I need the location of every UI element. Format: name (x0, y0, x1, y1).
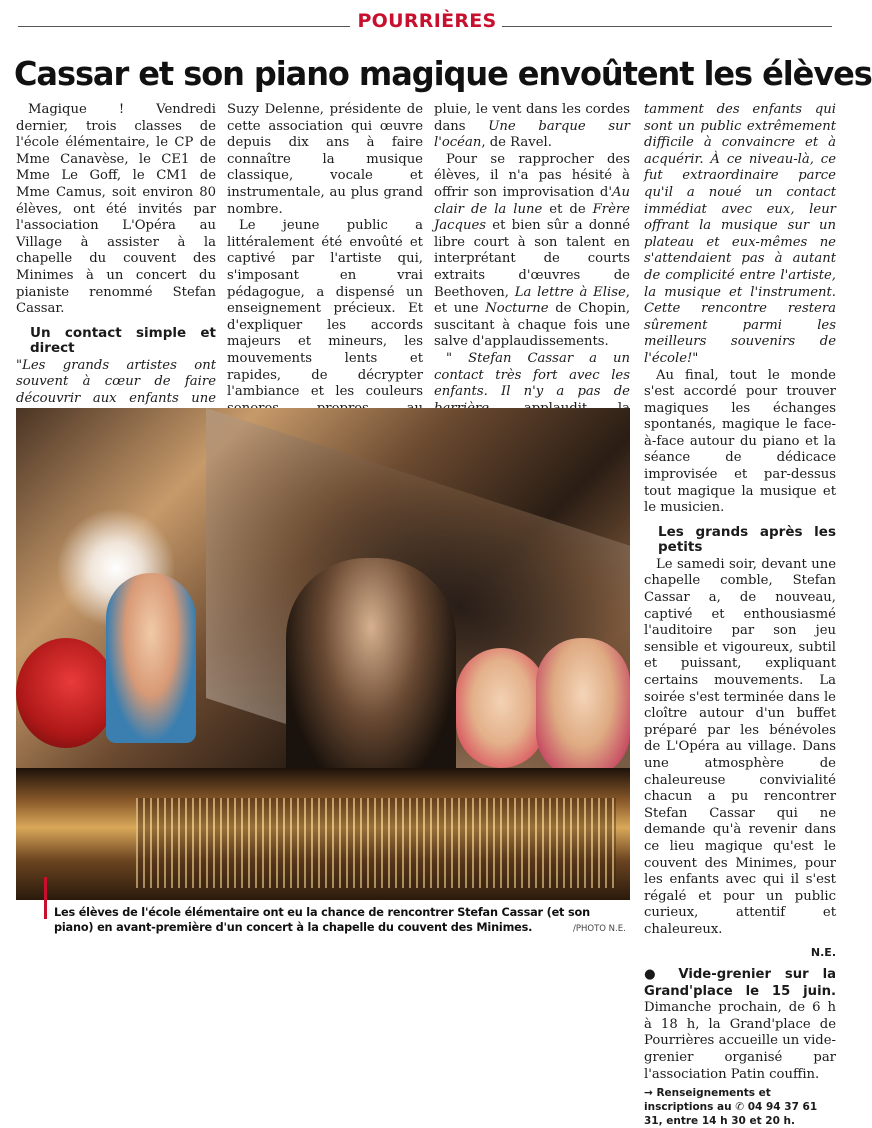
paragraph (434, 102, 630, 152)
subheading: Les grands après les petits (658, 523, 836, 555)
brief-title: Vide-grenier sur la Grand'place le 15 juin. (644, 967, 836, 999)
paragraph: Suzy Delenne, présidente de cette association qui œuvre depuis dix ans à faire connaître la musique classique, vocale et instrumentale, au plus grand nombre. (227, 102, 423, 217)
child-figure (536, 638, 630, 778)
paragraph: Le jeune public a littéralement été envoûté et captivé par l'artiste qui, s'imposant en vrai pédagogue, a dispensé un enseignement précieux. Et d'expliquer les accords majeurs et mineurs, les mouvements lents et rapides, de décrypter l'ambiance et les couleurs (227, 218, 423, 400)
article-photo (16, 408, 630, 900)
pianist-figure (286, 558, 456, 788)
quote: " Stefan Cassar a un contact très fort avec les enfants. Il n'y a pas de (434, 350, 630, 400)
paragraph: Le samedi soir, devant une chapelle comble, Stefan Cassar a, de nouveau, captivé et enthousiasmé l'auditoire par son jeu sensible et vigoureux, subtil et puissant, expliquant certains mouvements. La soirée s'est terminée dans le cloître autour d'un buffet préparé par les bénévoles de L'Opéra au village. Dans une atmosphère de chaleureuse convivialité chacun a pu rencontrer Stefan Cassar qui ne demande qu'à revenir dans ce lieu magique qu'est le couvent des Minimes, pour les enfants avec qui il s'est régalé et pour un public curieux, attentif et chaleureux. (644, 556, 836, 937)
child-red-cap (16, 638, 116, 748)
work-title: Frère Jacques (434, 201, 630, 234)
brief (644, 967, 836, 1083)
text-run: Pour se rapprocher des élèves, il n'a pas hésité à offrir son improvisation d' (434, 151, 630, 200)
caption-accent-bar (44, 877, 47, 919)
article-headline: Cassar et son piano magique envoûtent les élèves (14, 54, 872, 93)
paragraph: Au final, tout le monde s'est accordé pour trouver magiques les échanges spontanés, magique le face-à-face autour du piano et la séance de dédicace improvisée et par-dessus tout magique la musique et le musicien. (644, 367, 836, 516)
work-title: Au clair de la lune (434, 184, 630, 217)
brief-contact-info: → Renseignements et inscriptions au ✆ 04 94 37 61 31, entre 14 h 30 et 20 h. (644, 1087, 818, 1128)
section-rubric: POURRIÈRES (357, 10, 497, 32)
paragraph (434, 152, 630, 351)
article-column-1 (16, 102, 216, 457)
author-signature: N.E. (810, 945, 836, 959)
article-column-4 (644, 102, 836, 1128)
text-run: , de Ravel. (481, 135, 552, 151)
photo-caption: Les élèves de l'école élémentaire ont eu la chance de rencontrer Stefan Cassar (et son piano) en avant-première d'un concert à la chapelle du couvent des Minimes. (54, 906, 590, 934)
paragraph: Magique ! Vendredi dernier, trois classes de l'école élémentaire, le CP de Mme Canavèse, le CE1 de Mme Le Goff, le CM1 de Mme Camus, soit environ 80 élèves, ont été invités par l'association L'Opéra au Village à assister à la chapelle du couvent des Minimes à un concert du pianiste renommé Stefan Cassar. (16, 102, 216, 317)
text-run: et de (542, 201, 593, 217)
quote-continuation: tamment des enfants qui sont un public extrêmement difficile à convaincre et à acquérir. À ce niveau-là, ce fut extraordinaire parce qu'il a noué un contact immédiat avec eux, leur offrant la musique sur un plateau et eux-mêmes ne s'attendaient pas à autant de complicité entre l'artiste, la musique et l'instrument. Cette rencontre restera sûrement parmi les meilleurs souvenirs de l'école!" (644, 102, 836, 366)
text-run: , et une (434, 284, 630, 317)
brief-text: Dimanche prochain, de 6 h à 18 h, la Grand'place de Pourrières accueille un vide-grenier organisé par l'association Patin couffin. (644, 1000, 836, 1082)
rubric-rule-left (18, 26, 350, 27)
text-run: pluie, le vent dans les cordes dans (434, 102, 630, 134)
text-run: et bien sûr a donné libre court à son talent en interprétant de courts extraits d'œuvres de Beethoven, (434, 218, 630, 300)
subheading: Un contact simple et direct (30, 324, 216, 356)
work-title: La lettre à Elise (514, 284, 626, 300)
child-figure (106, 573, 196, 743)
work-title: Nocturne (485, 301, 549, 317)
bullet-icon: ● (644, 967, 679, 983)
work-title: Une barque sur l'océan (434, 118, 630, 151)
quote: "Les grands artistes ont souvent à cœur de faire découvrir aux enfants une (16, 357, 216, 406)
photo-credit: /PHOTO N.E. (573, 924, 626, 934)
rubric-rule-right (502, 26, 832, 27)
child-figure (456, 648, 546, 768)
text-run: de Chopin, suscitant à chaque fois une salve d'applaudissements. (434, 301, 631, 350)
piano-strings (136, 798, 616, 888)
